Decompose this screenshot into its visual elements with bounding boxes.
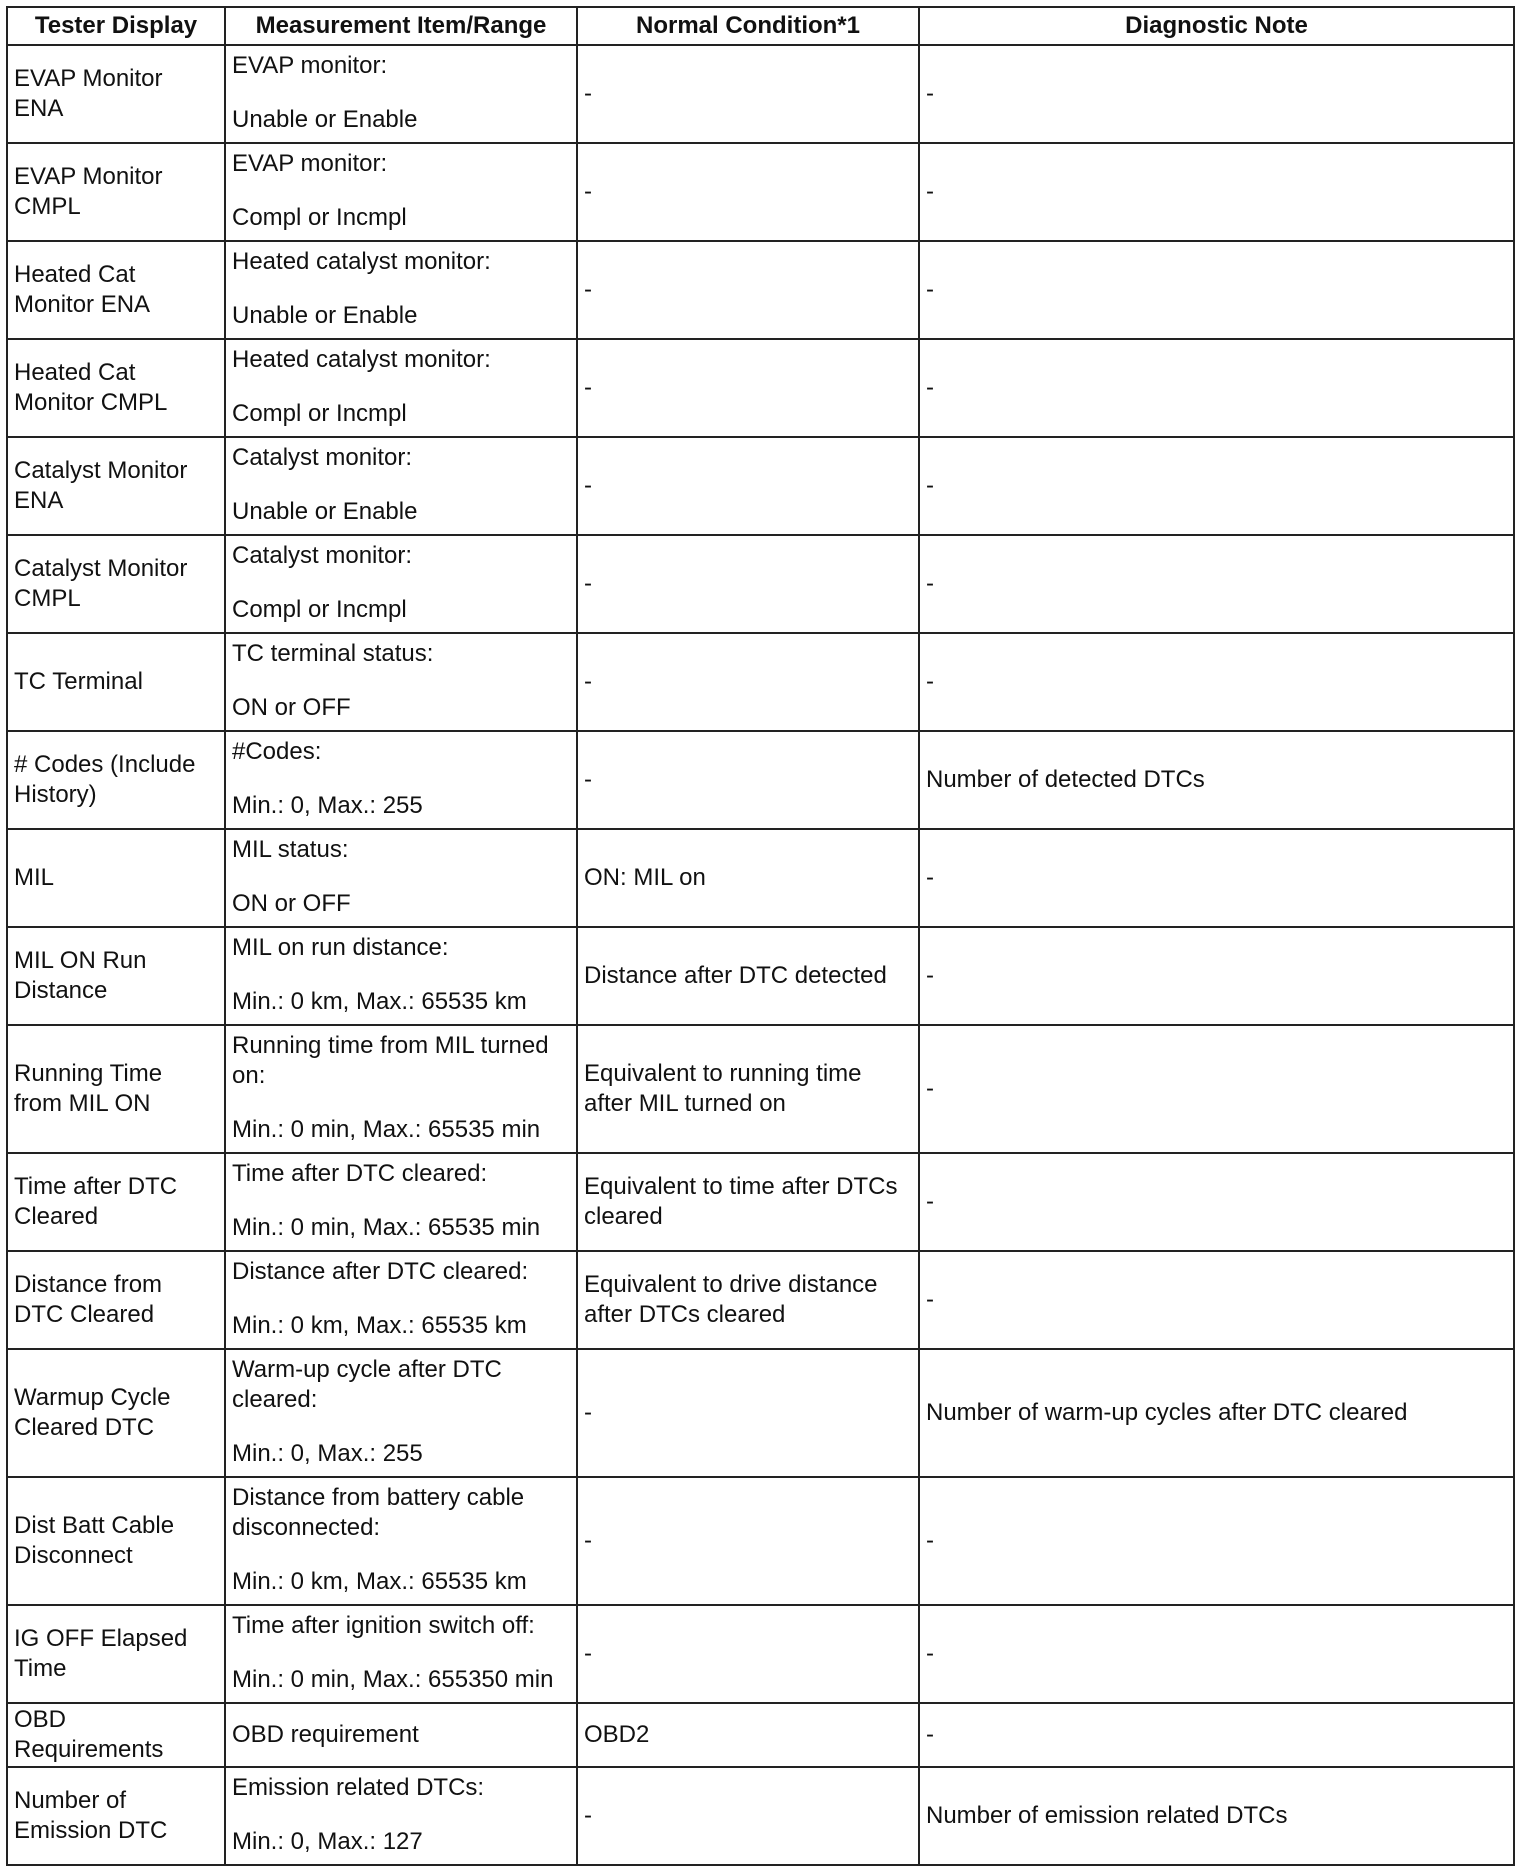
diagnostic-note-cell	[919, 1349, 1514, 1477]
measurement-item-text: MIL status:	[232, 836, 349, 863]
tester-display-cell	[7, 1153, 225, 1251]
tester-display-text: Distance from	[14, 1271, 163, 1298]
diagnostic-note-cell	[919, 1767, 1514, 1865]
tester-display-text: MIL ON Run	[14, 947, 147, 974]
measurement-item-cell	[225, 731, 577, 829]
tester-display-text: IG OFF Elapsed	[14, 1625, 188, 1652]
line-gap	[232, 277, 570, 301]
tester-display-text: Requirements	[14, 1736, 164, 1763]
measurement-item-cell	[225, 1767, 577, 1865]
normal-condition-cell	[577, 143, 919, 241]
table-row	[7, 1153, 1514, 1251]
normal-condition-cell	[577, 241, 919, 339]
diagnostic-note-cell	[919, 1605, 1514, 1703]
tester-display-text: Warmup Cycle	[14, 1384, 171, 1411]
measurement-item-text: Time after DTC cleared:	[232, 1160, 488, 1187]
table-row	[7, 45, 1514, 143]
measurement-item-cell	[225, 1349, 577, 1477]
normal-condition-cell	[577, 339, 919, 437]
normal-condition-text: -	[584, 80, 592, 107]
header-diagnostic-note: Diagnostic Note	[919, 7, 1514, 45]
tester-display-text: EVAP Monitor	[14, 163, 163, 190]
normal-condition-text: -	[584, 668, 592, 695]
tester-display-cell	[7, 143, 225, 241]
tester-display-text: EVAP Monitor	[14, 65, 163, 92]
diagnostic-note-text: -	[926, 864, 934, 891]
tester-display-text: Cleared	[14, 1203, 99, 1230]
diagnostic-note-text: -	[926, 1286, 934, 1313]
measurement-range-text: Min.: 0 km, Max.: 65535 km	[232, 1568, 527, 1595]
diagnostic-note-text: -	[926, 962, 934, 989]
tester-display-text: Monitor ENA	[14, 291, 151, 318]
tester-display-text: TC Terminal	[14, 668, 143, 695]
line-gap	[232, 1189, 570, 1213]
table-row	[7, 241, 1514, 339]
tester-display-text: Dist Batt Cable	[14, 1512, 175, 1539]
table-row	[7, 437, 1514, 535]
measurement-item-cell	[225, 927, 577, 1025]
tester-display-text: Monitor CMPL	[14, 389, 168, 416]
line-gap	[232, 865, 570, 889]
tester-display-text: Number of	[14, 1787, 127, 1814]
tester-display-text: Cleared DTC	[14, 1414, 155, 1441]
tester-display-text: Heated Cat	[14, 261, 136, 288]
tester-display-text: Time	[14, 1655, 67, 1682]
measurement-item-text: Distance after DTC cleared:	[232, 1258, 529, 1285]
normal-condition-cell	[577, 1025, 919, 1153]
table-row	[7, 731, 1514, 829]
measurement-range-text: Min.: 0 km, Max.: 65535 km	[232, 988, 527, 1015]
tester-display-text: Distance	[14, 977, 108, 1004]
table-row	[7, 1703, 1514, 1767]
table-row	[7, 829, 1514, 927]
measurement-range-text: Min.: 0 min, Max.: 65535 min	[232, 1116, 541, 1143]
measurement-range-text: Min.: 0, Max.: 255	[232, 1440, 423, 1467]
measurement-item-text: EVAP monitor:	[232, 52, 388, 79]
diagnostic-note-text: -	[926, 1527, 934, 1554]
measurement-item-text: EVAP monitor:	[232, 150, 388, 177]
line-gap	[232, 1091, 570, 1115]
measurement-item-text: Heated catalyst monitor:	[232, 248, 491, 275]
tester-display-cell	[7, 1025, 225, 1153]
tester-display-text: Heated Cat	[14, 359, 136, 386]
diagnostic-note-text: -	[926, 276, 934, 303]
diagnostic-note-text: -	[926, 1640, 934, 1667]
diagnostic-note-cell	[919, 437, 1514, 535]
line-gap	[232, 473, 570, 497]
measurement-item-text: MIL on run distance:	[232, 934, 449, 961]
tester-display-cell	[7, 731, 225, 829]
normal-condition-text: after MIL turned on	[584, 1090, 786, 1117]
measurement-item-cell	[225, 1251, 577, 1349]
diagnostic-note-text: Number of warm-up cycles after DTC cleared	[926, 1399, 1408, 1426]
normal-condition-text: ON: MIL on	[584, 864, 706, 891]
normal-condition-cell	[577, 1153, 919, 1251]
normal-condition-cell	[577, 1349, 919, 1477]
measurement-item-cell	[225, 45, 577, 143]
diagnostic-note-text: -	[926, 1075, 934, 1102]
diagnostic-note-text: Number of emission related DTCs	[926, 1802, 1288, 1829]
tester-display-text: DTC Cleared	[14, 1301, 155, 1328]
measurement-item-text: disconnected:	[232, 1514, 381, 1541]
tester-display-text: Time after DTC	[14, 1173, 178, 1200]
measurement-range-text: Compl or Incmpl	[232, 596, 407, 623]
measurement-range-text: Min.: 0 min, Max.: 655350 min	[232, 1666, 554, 1693]
line-gap	[232, 1543, 570, 1567]
measurement-item-text: Time after ignition switch off:	[232, 1612, 535, 1639]
measurement-item-text: #Codes:	[232, 738, 322, 765]
tester-display-cell	[7, 1767, 225, 1865]
tester-display-cell	[7, 1477, 225, 1605]
tester-display-text: from MIL ON	[14, 1090, 151, 1117]
diagnostic-note-text: -	[926, 80, 934, 107]
measurement-item-text: OBD requirement	[232, 1721, 419, 1748]
measurement-item-text: Heated catalyst monitor:	[232, 346, 491, 373]
normal-condition-text: -	[584, 1640, 592, 1667]
measurement-item-cell	[225, 143, 577, 241]
line-gap	[232, 179, 570, 203]
measurement-item-text: Catalyst monitor:	[232, 542, 413, 569]
line-gap	[232, 963, 570, 987]
measurement-range-text: Min.: 0, Max.: 127	[232, 1828, 423, 1855]
normal-condition-text: -	[584, 374, 592, 401]
tester-display-text: Emission DTC	[14, 1817, 168, 1844]
normal-condition-cell	[577, 731, 919, 829]
measurement-item-cell	[225, 535, 577, 633]
measurement-item-text: cleared:	[232, 1386, 318, 1413]
tester-display-cell	[7, 535, 225, 633]
table-header-row	[7, 7, 1514, 45]
tester-display-text: Running Time	[14, 1060, 163, 1087]
normal-condition-text: -	[584, 1399, 592, 1426]
diagnostic-note-text: -	[926, 374, 934, 401]
normal-condition-text: -	[584, 1802, 592, 1829]
tester-display-cell	[7, 339, 225, 437]
header-measurement-item: Measurement Item/Range	[225, 7, 577, 45]
line-gap	[232, 1641, 570, 1665]
normal-condition-cell	[577, 535, 919, 633]
tester-display-text: Catalyst Monitor	[14, 555, 188, 582]
normal-condition-cell	[577, 1767, 919, 1865]
tester-display-text: History)	[14, 781, 97, 808]
tester-display-text: OBD	[14, 1706, 67, 1733]
measurement-item-cell	[225, 1605, 577, 1703]
tester-display-cell	[7, 1251, 225, 1349]
normal-condition-text: -	[584, 276, 592, 303]
diagnostic-note-cell	[919, 339, 1514, 437]
data-list-table	[6, 6, 1515, 1866]
normal-condition-text: cleared	[584, 1203, 663, 1230]
table-row	[7, 535, 1514, 633]
normal-condition-text: -	[584, 1527, 592, 1554]
tester-display-cell	[7, 241, 225, 339]
measurement-item-cell	[225, 829, 577, 927]
diagnostic-note-cell	[919, 1153, 1514, 1251]
diagnostic-note-cell	[919, 1477, 1514, 1605]
normal-condition-cell	[577, 1703, 919, 1767]
tester-display-cell	[7, 1349, 225, 1477]
diagnostic-note-cell	[919, 45, 1514, 143]
diagnostic-note-cell	[919, 731, 1514, 829]
line-gap	[232, 81, 570, 105]
line-gap	[232, 1415, 570, 1439]
table-row	[7, 339, 1514, 437]
table-row	[7, 1251, 1514, 1349]
normal-condition-text: -	[584, 472, 592, 499]
measurement-item-cell	[225, 1153, 577, 1251]
measurement-item-text: TC terminal status:	[232, 640, 434, 667]
normal-condition-text: OBD2	[584, 1721, 650, 1748]
data-list-table-container	[6, 6, 1513, 1866]
tester-display-cell	[7, 437, 225, 535]
tester-display-cell	[7, 927, 225, 1025]
line-gap	[232, 571, 570, 595]
tester-display-text: Disconnect	[14, 1542, 133, 1569]
normal-condition-cell	[577, 1251, 919, 1349]
normal-condition-text: -	[584, 570, 592, 597]
measurement-item-text: Running time from MIL turned	[232, 1032, 549, 1059]
measurement-item-cell	[225, 633, 577, 731]
normal-condition-text: -	[584, 178, 592, 205]
tester-display-text: CMPL	[14, 193, 81, 220]
diagnostic-note-cell	[919, 1025, 1514, 1153]
normal-condition-text: Equivalent to running time	[584, 1060, 862, 1087]
measurement-item-cell	[225, 1703, 577, 1767]
table-row	[7, 1605, 1514, 1703]
normal-condition-cell	[577, 437, 919, 535]
measurement-item-cell	[225, 1025, 577, 1153]
normal-condition-text: Equivalent to time after DTCs	[584, 1173, 898, 1200]
measurement-item-cell	[225, 1477, 577, 1605]
measurement-range-text: Unable or Enable	[232, 302, 418, 329]
normal-condition-text: Equivalent to drive distance	[584, 1271, 878, 1298]
table-row	[7, 1477, 1514, 1605]
diagnostic-note-text: Number of detected DTCs	[926, 766, 1205, 793]
diagnostic-note-cell	[919, 927, 1514, 1025]
normal-condition-text: after DTCs cleared	[584, 1301, 786, 1328]
tester-display-text: ENA	[14, 95, 64, 122]
diagnostic-note-cell	[919, 1703, 1514, 1767]
normal-condition-text: Distance after DTC detected	[584, 962, 887, 989]
table-row	[7, 1767, 1514, 1865]
table-row	[7, 633, 1514, 731]
diagnostic-note-text: -	[926, 570, 934, 597]
tester-display-text: Catalyst Monitor	[14, 457, 188, 484]
measurement-range-text: Min.: 0, Max.: 255	[232, 792, 423, 819]
line-gap	[232, 669, 570, 693]
diagnostic-note-text: -	[926, 178, 934, 205]
normal-condition-cell	[577, 1605, 919, 1703]
table-row	[7, 143, 1514, 241]
measurement-range-text: ON or OFF	[232, 890, 351, 917]
tester-display-text: # Codes (Include	[14, 751, 196, 778]
tester-display-cell	[7, 45, 225, 143]
diagnostic-note-text: -	[926, 472, 934, 499]
diagnostic-note-cell	[919, 1251, 1514, 1349]
tester-display-cell	[7, 1605, 225, 1703]
table-row	[7, 1349, 1514, 1477]
line-gap	[232, 375, 570, 399]
measurement-range-text: Unable or Enable	[232, 498, 418, 525]
normal-condition-cell	[577, 1477, 919, 1605]
tester-display-cell	[7, 829, 225, 927]
tester-display-cell	[7, 633, 225, 731]
header-normal-condition: Normal Condition*1	[577, 7, 919, 45]
diagnostic-note-cell	[919, 829, 1514, 927]
measurement-range-text: Min.: 0 min, Max.: 65535 min	[232, 1214, 541, 1241]
measurement-item-cell	[225, 437, 577, 535]
tester-display-text: CMPL	[14, 585, 81, 612]
diagnostic-note-cell	[919, 143, 1514, 241]
diagnostic-note-text: -	[926, 1721, 934, 1748]
measurement-range-text: Unable or Enable	[232, 106, 418, 133]
measurement-item-cell	[225, 339, 577, 437]
tester-display-cell	[7, 1703, 225, 1767]
line-gap	[232, 767, 570, 791]
normal-condition-cell	[577, 927, 919, 1025]
diagnostic-note-cell	[919, 633, 1514, 731]
diagnostic-note-text: -	[926, 1188, 934, 1215]
normal-condition-text: -	[584, 766, 592, 793]
tester-display-text: MIL	[14, 864, 55, 891]
diagnostic-note-text: -	[926, 668, 934, 695]
measurement-item-cell	[225, 241, 577, 339]
measurement-item-text: Distance from battery cable	[232, 1484, 525, 1511]
normal-condition-cell	[577, 45, 919, 143]
normal-condition-cell	[577, 633, 919, 731]
measurement-item-text: Warm-up cycle after DTC	[232, 1356, 502, 1383]
measurement-range-text: ON or OFF	[232, 694, 351, 721]
measurement-range-text: Compl or Incmpl	[232, 204, 407, 231]
line-gap	[232, 1803, 570, 1827]
measurement-item-text: Catalyst monitor:	[232, 444, 413, 471]
diagnostic-note-cell	[919, 535, 1514, 633]
tester-display-text: ENA	[14, 487, 64, 514]
measurement-item-text: on:	[232, 1062, 266, 1089]
measurement-item-text: Emission related DTCs:	[232, 1774, 485, 1801]
table-row	[7, 927, 1514, 1025]
measurement-range-text: Min.: 0 km, Max.: 65535 km	[232, 1312, 527, 1339]
table-row	[7, 1025, 1514, 1153]
diagnostic-note-cell	[919, 241, 1514, 339]
header-tester-display: Tester Display	[7, 7, 225, 45]
measurement-range-text: Compl or Incmpl	[232, 400, 407, 427]
line-gap	[232, 1287, 570, 1311]
normal-condition-cell	[577, 829, 919, 927]
